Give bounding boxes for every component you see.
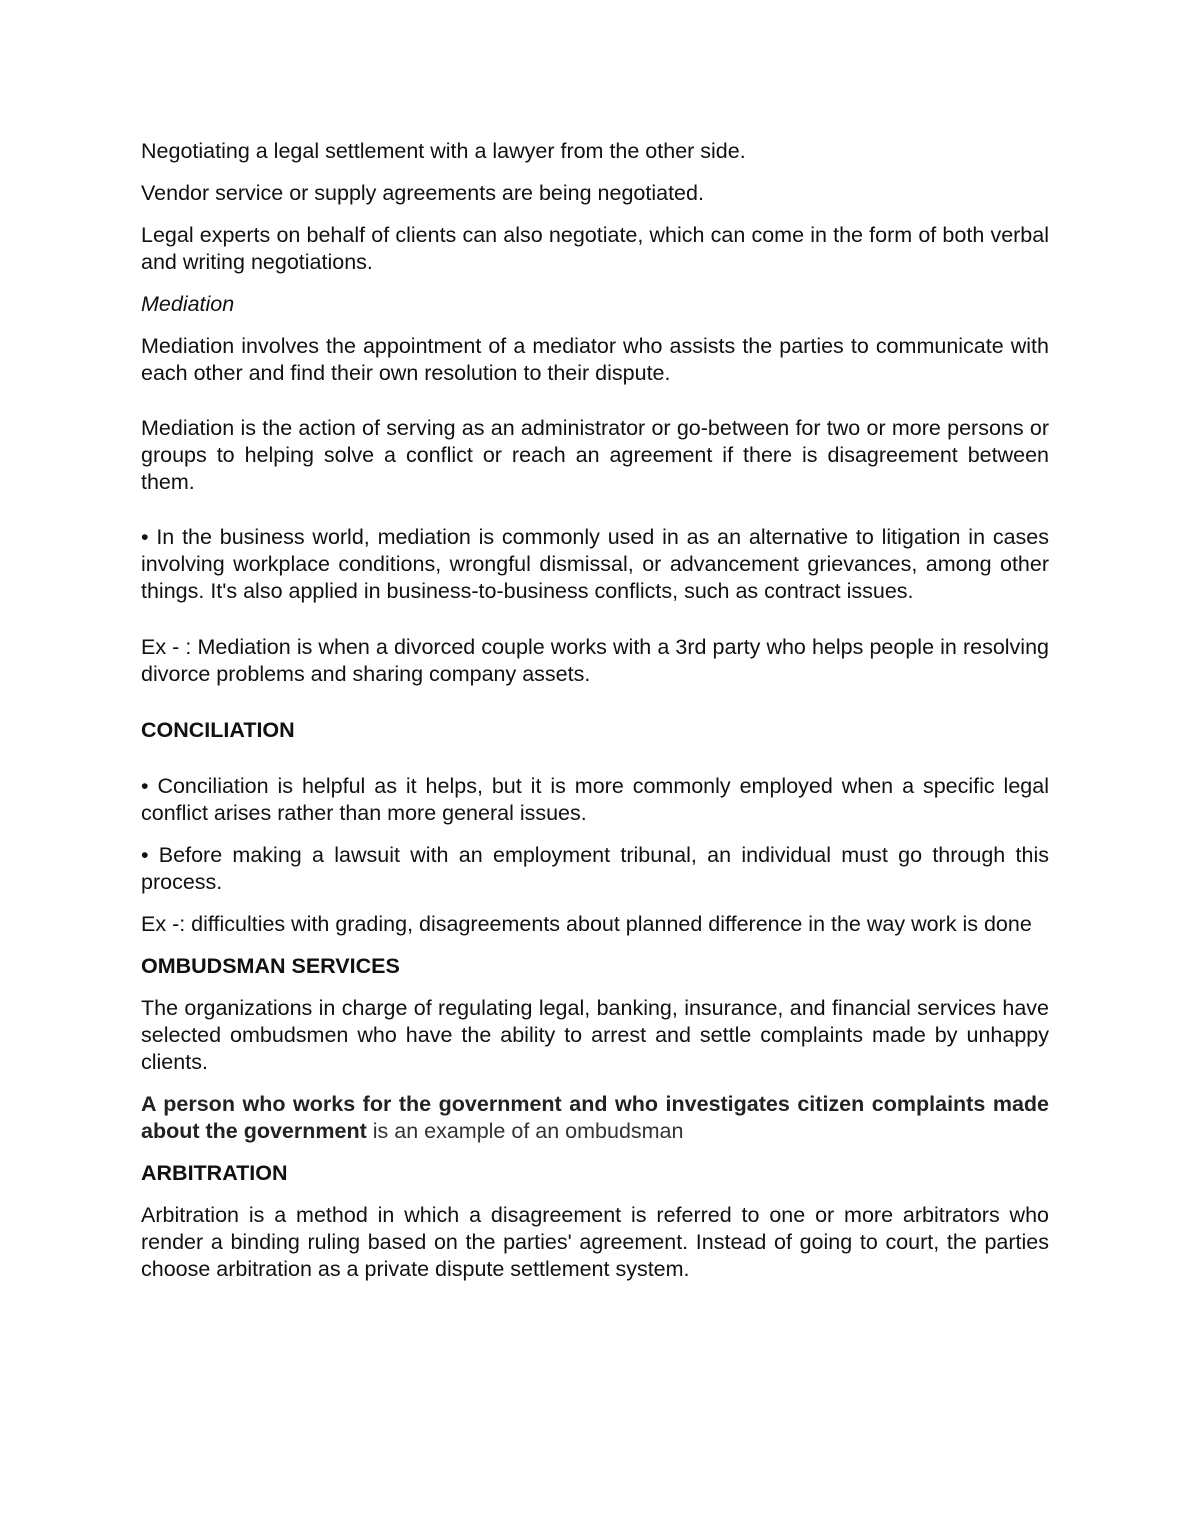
paragraph-conciliation-helpful: • Conciliation is helpful as it helps, but it is more commonly employed when a specific legal conflict arises rather than more general issues. [141,774,1049,825]
paragraph-legal-experts: Legal experts on behalf of clients can also negotiate, which can come in the form of both verbal and writing negotiations. [141,223,1049,274]
paragraph-ombudsman-organizations: The organizations in charge of regulating legal, banking, insurance, and financial services have selected ombudsmen who have the ability to arrest and settle complaints made by unhappy clients. [141,996,1049,1074]
mediation-heading: Mediation [141,292,235,316]
paragraph-mediation-business: • In the business world, mediation is commonly used in as an alternative to litigation in cases involving workplace conditions, wrongful dismissal, or advancement grievances, among other things. It's also applied in business-to-business conflicts, such as contract issues. [141,525,1049,603]
arbitration-heading: ARBITRATION [141,1161,288,1185]
paragraph-mediation-definition: Mediation involves the appointment of a mediator who assists the parties to communicate with each other and find their own resolution to their dispute. [141,334,1049,385]
conciliation-heading: CONCILIATION [141,718,295,742]
paragraph-conciliation-tribunal: • Before making a lawsuit with an employment tribunal, an individual must go through this process. [141,843,1049,894]
ombudsman-heading: OMBUDSMAN SERVICES [141,954,400,978]
ombudsman-example-rest: is an example of an ombudsman [366,1119,684,1143]
paragraph-mediation-action: Mediation is the action of serving as an administrator or go-between for two or more persons or groups to helping solve a conflict or reach an agreement if there is disagreement between them. [141,416,1049,494]
paragraph-vendor-agreements: Vendor service or supply agreements are being negotiated. [141,181,704,205]
paragraph-ombudsman-example [141,1091,1049,1145]
paragraph-arbitration-definition: Arbitration is a method in which a disagreement is referred to one or more arbitrators who render a binding ruling based on the parties' agreement. Instead of going to court, the parties choose arbitration as a private dispute settlement system. [141,1203,1049,1281]
ombudsman-example-bold: A person who works for the government and who investigates citizen complaints made about the government [141,1092,1049,1143]
document-body [141,138,1049,1283]
paragraph-legal-settlement: Negotiating a legal settlement with a lawyer from the other side. [141,139,746,163]
paragraph-conciliation-example: Ex -: difficulties with grading, disagreements about planned difference in the way work is done [141,912,1032,936]
paragraph-mediation-example: Ex - : Mediation is when a divorced couple works with a 3rd party who helps people in resolving divorce problems and sharing company assets. [141,635,1049,686]
